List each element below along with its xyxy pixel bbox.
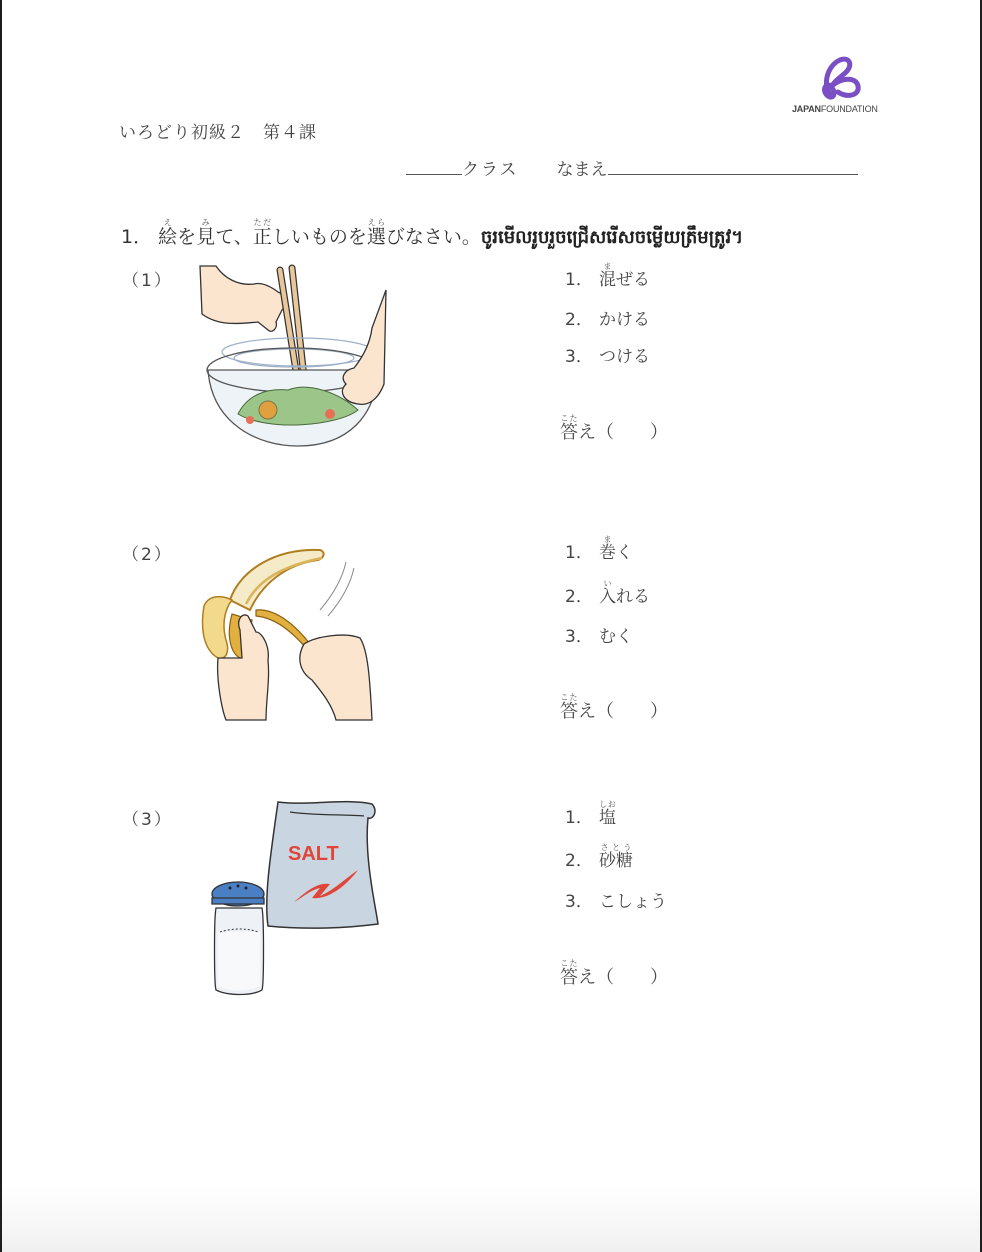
q3-answer-field[interactable] [560,959,668,989]
option-number: 2． [565,310,593,330]
option-number: 3． [565,627,593,647]
instruction-heading [121,218,743,252]
furigana: え [158,218,178,227]
butterfly-logo-icon [792,52,872,104]
instruction-khmer: ចូរមើលរូបរួចជ្រើសរើសចម្លើយត្រឹមត្រូវ។ [480,227,744,248]
furigana: えら [366,218,386,227]
option-kanji: 塩 [599,808,616,828]
furigana: さとう [599,843,633,852]
class-blank-field[interactable] [406,173,462,175]
q1-option-3[interactable] [565,342,650,367]
option-number: 2． [565,587,593,607]
logo-brand-light: FOUNDATION [820,104,878,114]
option-text: つける [599,347,650,367]
option-number: 1． [565,543,593,563]
salt-label: SALT [288,843,339,865]
furigana: ま [599,262,616,271]
kanji-tada: 正 [252,226,272,248]
option-text: むく [599,627,633,647]
q1-option-2[interactable] [565,305,650,330]
furigana: い [599,579,616,588]
name-label: なまえ [556,160,608,180]
course-title: いろどり初級２ 第４課 [119,123,317,143]
q3-option-1[interactable] [565,800,616,828]
option-kanji: 砂糖 [599,851,633,871]
answer-parentheses: え（ ） [578,701,668,722]
option-kanji: 入 [599,587,616,607]
furigana: こた [560,693,578,702]
logo-wordmark [792,104,878,114]
q3-option-2[interactable] [565,843,633,871]
instruction-text: を [177,226,197,248]
q1-option-1[interactable] [565,262,650,290]
question-2-label: （2） [122,545,173,565]
answer-kanji: 答 [560,422,578,443]
japan-foundation-logo [792,52,878,118]
option-number: 2． [565,851,593,871]
option-text: れる [616,587,650,607]
furigana: ま [599,535,616,544]
furigana: こた [560,959,578,968]
name-blank-field[interactable] [608,173,858,175]
class-label: クラス [462,160,519,180]
option-kanji: 巻 [599,543,616,563]
q2-option-2[interactable] [565,579,650,607]
furigana: しお [599,800,616,809]
kanji-era: 選 [366,226,386,248]
option-text: こしょう [599,892,667,912]
furigana: ただ [252,218,272,227]
furigana: み [196,218,216,227]
q1-answer-field[interactable] [560,414,668,444]
peeling-banana-illustration [196,540,386,722]
instruction-text: て、 [215,226,253,248]
furigana: こた [560,414,578,423]
option-number: 1． [565,270,593,290]
q2-option-1[interactable] [565,535,633,563]
instruction-text: びなさい。 [385,226,481,248]
q3-option-3[interactable] [565,887,667,912]
question-1-label: （1） [122,271,173,291]
kanji-mi: 見 [196,226,216,248]
option-text: ぜる [616,270,650,290]
answer-parentheses: え（ ） [578,967,668,988]
option-text: かける [599,310,650,330]
answer-kanji: 答 [560,967,578,988]
salad-mixing-chopsticks-illustration [198,264,388,450]
answer-parentheses: え（ ） [578,422,668,443]
instruction-number: 1． [121,226,153,248]
q2-answer-field[interactable] [560,693,668,723]
question-3-label: （3） [122,810,173,830]
salt-bag-and-shaker-illustration [208,798,380,996]
option-number: 1． [565,808,593,828]
option-text: く [616,543,633,563]
option-number: 3． [565,347,593,367]
instruction-text: しいものを [271,226,367,248]
class-name-line [406,155,858,180]
ruby-e [158,218,178,248]
logo-brand-bold: JAPAN [792,104,821,114]
kanji-e: 絵 [158,226,178,248]
option-number: 3． [565,892,593,912]
q2-option-3[interactable] [565,622,633,647]
option-kanji: 混 [599,270,616,290]
answer-kanji: 答 [560,701,578,722]
